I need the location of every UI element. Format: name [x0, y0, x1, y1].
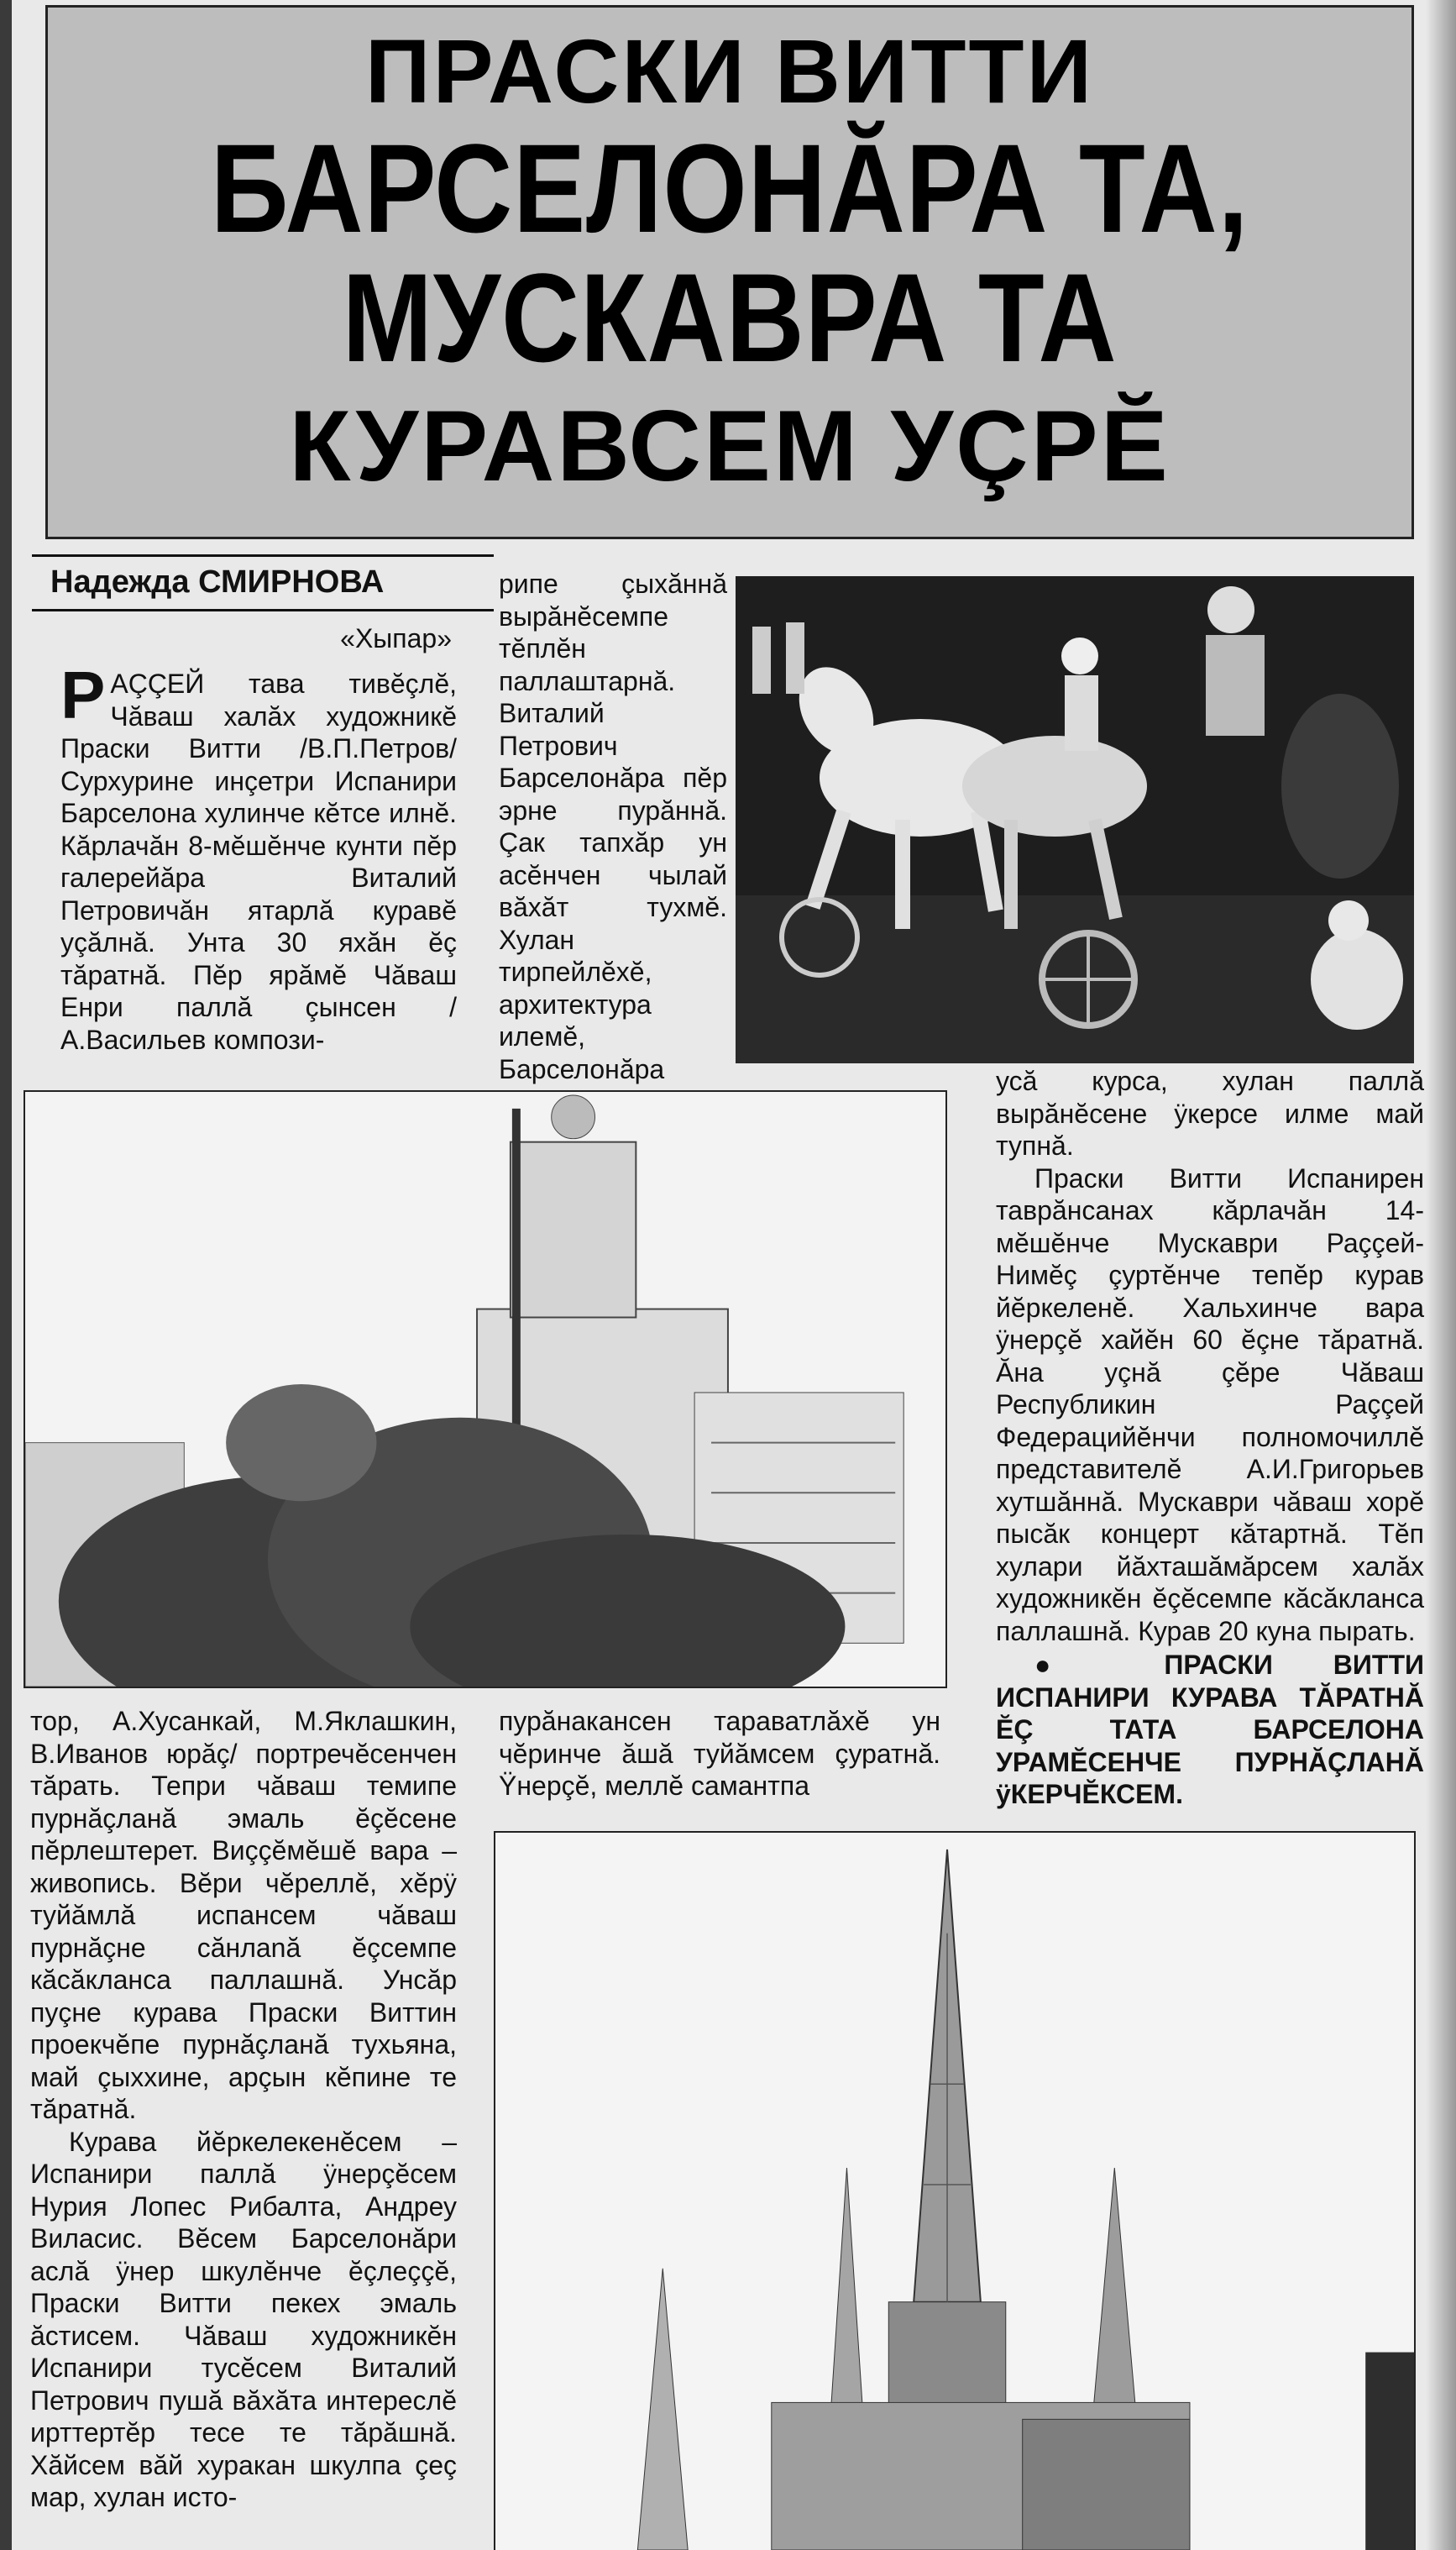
headline-line-2: БАРСЕЛОНĂРА ТА,: [210, 118, 1249, 259]
byline-rule-top: [32, 554, 494, 557]
cathedral-illustration: [495, 1833, 1414, 2550]
article-column-3: [996, 1065, 1424, 1811]
cathedral-drawing: [494, 1831, 1416, 2550]
column-3-paragraph-2: Праски Витти Испанирен таврăнсанах кăрлачăн 14-мĕшĕнче Мускаври Раççей-Нимĕç çуртĕнче тепĕр курав йĕркеленĕ. Хальхинче вара ÿнерçĕ хайĕн 60 ĕçне тăратнă. Ăна уçнă çĕре Чăваш Республикин Раççей Федерацийĕнчи полномочиллĕ представителĕ А.И.Григорьев хутшăннă. Мускаври чăваш хорĕ пысăк концерт кăтартнă. Тĕп хулари йăхташăмăрсем халăх художникĕн ĕçĕсемпе кăсăкланса паллашнă. Курав 20 куна пырать.: [996, 1162, 1424, 1646]
image-caption: ● ПРАСКИ ВИТТИ ИСПАНИРИ КУРАВА ТĂРАТНĂ ĔÇ ТАТА БАРСЕЛОНА УРАМĔСЕНЧЕ ПУРНĂÇЛАНĂ ÿКЕРЧĔКСЕМ.: [996, 1650, 1424, 1809]
column-1-bottom-text: тор, А.Хусанкай, М.Яклашкин, В.Иванов юрăç/ портречĕсенчен тăрать. Тепри чăваш темипе пурнăçланă эмаль ĕçĕсене пĕрлештерет. Виççĕмĕшĕ вара – живопись. Вĕри чĕреллĕ, хĕрÿ туйăмлă испансем чăваш пурнăçне сăнлană ĕçсемпе кăсăкланса паллашнă. Унсăр пуçне курава Праски Виттин проекчĕпе пурнăçланă тухьяна, май çыххине, арçын кĕпине те тăратнă.: [30, 1706, 457, 2124]
column-1-text: АÇÇЕЙ тава тивĕçлĕ, Чăваш халăх художникĕ Праски Витти /В.П.Петров/ Сурхурине инçетри Испанири Барселона хулинче кĕтсе илнĕ. Кăрлачăн 8-мĕшĕнче кунти пĕр галерейăра Виталий Петровичăн ятарлă куравĕ уçăлнă. Унта 30 яхăн ĕç тăратнă. Пĕр ярăмĕ Чăваш Енри паллă çынсен /А.Васильев компози-: [60, 669, 457, 1055]
headline-line-3: МУСКАВРА ТА: [342, 247, 1118, 388]
column-3-text: усă курса, хулан паллă вырăнĕсене ÿкерсе илме май тупнă.: [996, 1066, 1424, 1161]
painting-illustration: [736, 576, 1414, 1063]
page-edge: [0, 0, 12, 2550]
article-column-2-bottom: [499, 1705, 940, 1802]
source-label: «Хыпар»: [340, 623, 452, 653]
article-column-1: [60, 658, 457, 1056]
article-column-1-bottom: [30, 1705, 457, 2514]
headline-line-1: ПРАСКИ ВИТТИ: [364, 20, 1095, 122]
headline-line-4: КУРАВСЕМ УÇРĔ: [289, 390, 1171, 502]
article-column-2: [499, 568, 727, 1085]
headline: [48, 20, 1411, 502]
page-shadow: [1426, 0, 1456, 2550]
drop-cap: Р: [60, 658, 106, 732]
building-drawing: [24, 1090, 947, 1688]
column-2-text: рипе çыхăннă вырăнĕсемпе тĕплĕн паллаштарнă. Виталий Петрович Барселонăра пĕр эрне пурăннă. Çак тапхăр ун асĕнчен чылай вăхăт тухмĕ. Хулан тирпейлĕхĕ, архитектура илемĕ, Барселонăра: [499, 569, 727, 1084]
byline-rule-bottom: [32, 609, 494, 611]
author-name: Надежда СМИРНОВА: [50, 564, 385, 600]
column-2-bottom-text: пурăнакансен тараватлăхĕ ун чĕринче ăшă туйăмсем çуратнă. Ÿнерçĕ, меллĕ самантпа: [499, 1706, 940, 1801]
building-illustration: [25, 1092, 945, 1687]
column-1-bottom-paragraph-2: Курава йĕркелекенĕсем – Испанири паллă ÿнерçĕсем Нурия Лопес Рибалта, Андреу Виласис. Вĕсем Барселонăри аслă ÿнер шкулĕнче ĕçлеççĕ, Праски Витти пекех эмаль ăстисем. Чăваш художникĕн Испанири тусĕсем Виталий Петрович пушă вăхăта интереслĕ ирттертĕр тесе те тăрăшнă. Хăйсем вăй хуракан шкулпа çеç мар, хулан исто-: [30, 2126, 457, 2512]
headline-box: [45, 5, 1414, 539]
painting: [736, 576, 1414, 1063]
